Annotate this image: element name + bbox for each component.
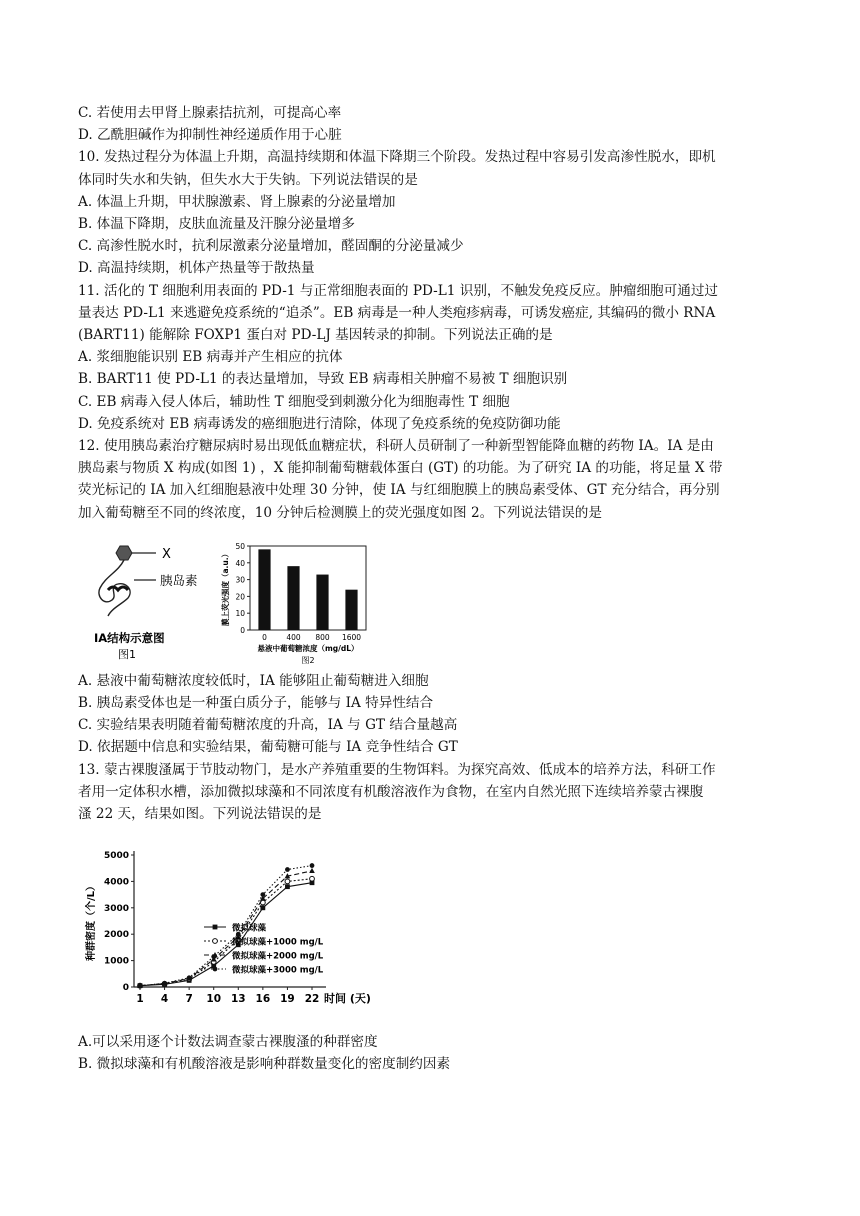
x-tick-label: 16 (255, 993, 271, 1006)
x-tick-label: 19 (280, 993, 295, 1006)
fig2-label: 图2 (301, 655, 315, 664)
bar (258, 549, 270, 630)
fig1-caption: IA结构示意图 (94, 630, 165, 645)
text-line: B. 胰岛素受体也是一种蛋白质分子，能够与 IA 特异性结合 (78, 695, 434, 712)
text-line: 12. 使用胰岛素治疗糖尿病时易出现低血糖症状，科研人员研制了一种新型智能降血糖的药物 IA。IA 是由 (78, 438, 714, 455)
y-tick-label: 40 (235, 558, 245, 568)
legend-label: 微拟球藻 (232, 923, 267, 934)
question-text-block-mid (78, 670, 788, 825)
y-tick-label: 20 (235, 592, 245, 602)
text-line: 荧光标记的 IA 加入红细胞悬液中处理 30 分钟，使 IA 与红细胞膜上的胰岛素受体、GT 充分结合，再分别 (78, 482, 720, 499)
text-line: 加入葡萄糖至不同的终浓度，10 分钟后检测膜上的荧光强度如图 2。下列说法错误的是 (78, 504, 602, 521)
y-axis-label: 膜上荧光强度（a.u.） (221, 549, 230, 626)
x-tick-label: 13 (230, 993, 246, 1006)
x-tick-label: 22 (304, 993, 320, 1006)
legend-label: 微拟球藻+1000 mg/L (232, 937, 324, 948)
marker-circle (310, 863, 315, 868)
exam-page (78, 102, 788, 1076)
question-text-block-bottom (78, 1031, 788, 1075)
text-line: B. 体温下降期，皮肤血流量及汗腺分泌量增多 (78, 216, 355, 233)
text-line: B. BART11 使 PD-L1 的表达量增加，导致 EB 病毒相关肿瘤不易被 T 细胞识别 (78, 371, 568, 388)
text-line: 者用一定体积水槽，添加微拟球藻和不同浓度有机酸溶液作为食物，在室内自然光照下连续培养蒙古裸腹 (78, 783, 704, 800)
x-tick-label: 10 (206, 993, 222, 1006)
y-tick-label: 0 (240, 625, 245, 635)
text-line: 体同时失水和失钠，但失水大于失钠。下列说法错误的是 (78, 171, 418, 188)
figure-ia-structure-and-bar-chart (78, 538, 788, 664)
marker-square (285, 885, 290, 890)
text-line: B. 微拟球藻和有机酸溶液是影响种群数量变化的密度制约因素 (78, 1056, 451, 1073)
y-tick-label: 1000 (103, 956, 129, 967)
text-line: D. 依据题中信息和实验结果，葡萄糖可能与 IA 竞争性结合 GT (78, 739, 458, 756)
marker-circle (162, 981, 167, 986)
marker-open-circle (213, 939, 218, 944)
text-line: A. 体温上升期，甲状腺激素、肾上腺素的分泌量增加 (78, 193, 396, 210)
x-tick-label: 0 (262, 632, 267, 642)
y-tick-label: 0 (122, 983, 129, 994)
y-tick-label: 2000 (103, 930, 129, 941)
legend-label: 微拟球藻+2000 mg/L (232, 951, 324, 962)
legend-label: 微拟球藻+3000 mg/L (232, 965, 324, 976)
x-tick-label: 400 (286, 632, 301, 642)
text-line: C. 实验结果表明随着葡萄糖浓度的升高，IA 与 GT 结合量越高 (78, 717, 458, 734)
text-line: A. 浆细胞能识别 EB 病毒并产生相应的抗体 (78, 349, 343, 366)
x-tick-label: 7 (185, 993, 193, 1006)
text-line: 溞 22 天，结果如图。下列说法错误的是 (78, 806, 322, 823)
text-line: 量表达 PD-L1 来逃避免疫系统的“追杀”。EB 病毒是一种人类疱疹病毒，可诱发癌症, 其编码的微小 RNA (78, 304, 716, 321)
x-axis-label: 悬液中葡萄糖浓度（mg/dL） (257, 643, 359, 653)
x-tick-label: 1 (136, 993, 144, 1006)
bar (287, 566, 299, 630)
marker-circle (285, 867, 290, 872)
y-tick-label: 3000 (103, 904, 129, 915)
y-tick-label: 50 (235, 541, 245, 551)
marker-triangle (309, 868, 315, 873)
text-line: C. 高渗性脱水时，抗利尿激素分泌量增加，醛固酮的分泌量减少 (78, 238, 464, 255)
text-line: C. 若使用去甲肾上腺素拮抗剂，可提高心率 (78, 105, 342, 121)
marker-open-circle (310, 877, 315, 882)
marker-circle (260, 892, 265, 897)
fig2-bar-chart (216, 538, 376, 664)
insulin-helix-icon (108, 587, 128, 590)
text-line: D. 免疫系统对 EB 病毒诱发的癌细胞进行清除，体现了免疫系统的免疫防御功能 (78, 415, 561, 432)
text-line: (BART11) 能解除 FOXP1 蛋白对 PD-LJ 基因转录的抑制。下列说法正确的是 (78, 327, 553, 344)
y-tick-label: 5000 (103, 851, 129, 862)
text-line: 胰岛素与物质 X 构成(如图 1) ，X 能抑制葡萄糖载体蛋白 (GT) 的功能。为了研究 IA 的功能，将足量 X 带 (78, 460, 723, 477)
y-tick-label: 30 (235, 575, 245, 585)
label-insulin: 胰岛素 (160, 572, 198, 588)
text-line: A. 悬液中葡萄糖浓度较低时，IA 能够阻止葡萄糖进入细胞 (78, 672, 429, 689)
question-text-block-top (78, 102, 788, 524)
fig-population-density-line-chart (78, 843, 378, 1023)
y-tick-label: 10 (235, 609, 245, 619)
marker-circle (187, 976, 192, 981)
y-axis-label: 种群密度（个/L） (86, 881, 97, 962)
marker-circle (138, 984, 143, 989)
x-tick-label: 4 (160, 993, 169, 1006)
text-line: A.可以采用逐个计数法调查蒙古裸腹溞的种群密度 (78, 1034, 378, 1051)
text-line: D. 高温持续期，机体产热量等于散热量 (78, 260, 315, 277)
y-tick-label: 4000 (103, 877, 129, 888)
text-line: 11. 活化的 T 细胞利用表面的 PD-1 与正常细胞表面的 PD-L1 识别，不触发免疫反应。肿瘤细胞可通过过 (78, 282, 719, 299)
text-line: 10. 发热过程分为体温上升期，高温持续期和体温下降期三个阶段。发热过程中容易引发高渗性脱水，即机 (78, 149, 716, 166)
fig1-label: 图1 (118, 647, 136, 661)
text-line: C. EB 病毒入侵人体后，辅助性 T 细胞受到刺激分化为细胞毒性 T 细胞 (78, 393, 510, 410)
bar (316, 574, 328, 629)
bar (345, 590, 357, 630)
x-molecule-hexagon-icon (116, 546, 132, 560)
x-axis-label: 时间 (天) (324, 992, 371, 1006)
marker-circle (213, 967, 218, 972)
marker-square (260, 906, 265, 911)
text-line: 13. 蒙古裸腹溞属于节肢动物门，是水产养殖重要的生物饵料。为探究高效、低成本的培养方法，科研工作 (78, 761, 716, 778)
marker-square (213, 925, 218, 930)
label-x: X (162, 546, 171, 562)
text-line: D. 乙酰胆碱作为抑制性神经递质作用于心脏 (78, 127, 342, 144)
x-tick-label: 800 (315, 632, 330, 642)
x-tick-label: 1600 (341, 632, 362, 642)
marker-open-circle (285, 879, 290, 884)
